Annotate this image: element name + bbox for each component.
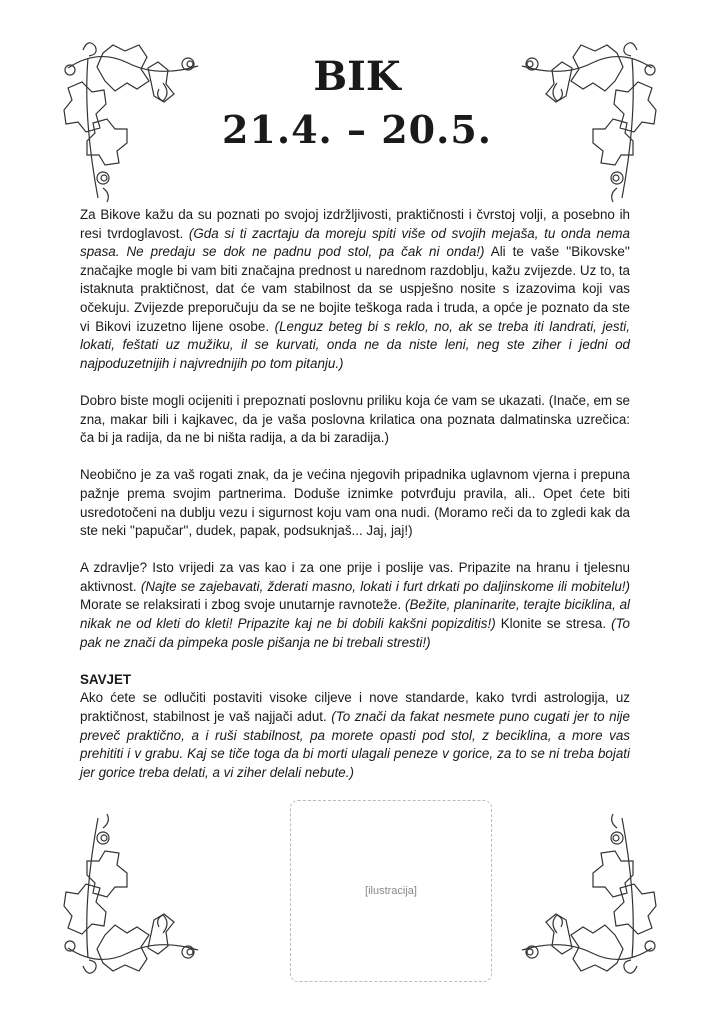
illustration-placeholder: [ilustracija] [290,800,492,982]
italic-aside: (To znači da fakat nesmete puno cugati jer to nije preveč praktično, a i ruši stabilnost, pa morete opasti pod stol, z beciklina, a more vas prehititi i v grabu. Kaj se tiče toga da bi morti ulagali peneze v gorice, za to se ni treba bojati jer gorice treba delati, a vi ziher delali nebute.) [80,709,630,780]
italic-aside: (Gda si ti zacrtaju da moreju spiti više od svojih mejaša, tu onda nema spasa. Ne predaju se dok ne padnu pod stol, pa čak ni onda!) [80,225,630,260]
text-segment: Morate se relaksirati i zbog svoje unutarnje ravnoteže. [80,597,405,613]
text-segment: Ali te vaše ''Bikovske'' značajke mogle bi vam biti značajna prednost u narednom razdoblju, kažu zvijezde. Uz to, ta istaknuta praktičnost, dat će vam stabilnost da se uspješno nosite s izazovima koji vas očekuju. Zvijezde preporučuju da se ne bojite teškoga rada i truda, a opće je poznato da ste vi Bikovi izuzetno lijene osobe. [80,244,630,334]
italic-aside: (Najte se zajebavati, žderati masno, lokati i furt drkati po daljinskome ili mobitelu!) [140,578,630,594]
advice-heading: SAVJET [80,671,132,687]
text-segment: A zdravlje? Isto vrijedi za vas kao i za one prije i poslije vas. Pripazite na hranu i tjelesnu aktivnost. [80,560,630,594]
italic-aside: (Lenguz beteg bi s reklo, no, ak se treba iti landrati, jesti, lokati, feštati uz mužiku, il se kurvati, onda ne da niste leni, neg ste ziher i jedni od najpoduzetnijih i najvrednijih po tom pitanju.) [80,318,630,371]
paragraph [80,466,630,540]
italic-aside: (Bežite, planinarite, terajte biciklina, al nikak ne od kleti do kleti! Pripazite kaj ne bi dobili kakšni popizditis!) [80,597,630,632]
text-segment: Za Bikove kažu da su poznati po svojoj izdržljivosti, praktičnosti i čvrstoj volji, a posebno ih resi tvrdoglavost. [80,207,630,241]
text-segment: Dobro biste mogli ocijeniti i prepoznati poslovnu priliku koja će vam se ukazati. (Inače, em se zna, makar bili i kajkavec, da je vaša poslovna krilatica ona poznata dalmatinska uzrečica: ča bi ja radija, da ne bi ništa radija, a da bi zaradija.) [80,392,630,446]
text-segment: Neobično je za vaš rogati znak, da je većina njegovih pripadnika uglavnom vjerna i prepuna pažnje prema svojim partnerima. Doduše iznimke potvrđuju pravila, ali.. Opet ćete biti usredotočeni na dublju vezu i sigurnost koju vam ona nudi. (Moramo reči da to zgledi kak da ste neki ''papučar'', dudek, papak, podsuknjaš... Jaj, jaj!) [80,467,630,539]
grapevine-ornament-bottom-right-icon [512,808,662,988]
text-segment: Ako ćete se odlučiti postaviti visoke ciljeve i nove standarde, kako tvrdi astrologija, uz praktičnost, stabilnost je vaš najjači adut. [80,690,630,725]
date-range: 21.4. – 20.5. [221,107,493,152]
paragraph [80,206,630,373]
grapevine-ornament-bottom-left-icon [58,808,208,988]
page-title: BIK [313,53,401,100]
text-segment: Klonite se stresa. [495,616,612,632]
paragraph [80,559,630,652]
italic-aside: (To pak ne znači da pimpeka posle pišanja ne bi trebali stresti!) [80,616,630,650]
paragraph [80,392,630,448]
advice-paragraph [80,689,630,782]
title-block [0,50,714,156]
horoscope-body [80,206,630,801]
